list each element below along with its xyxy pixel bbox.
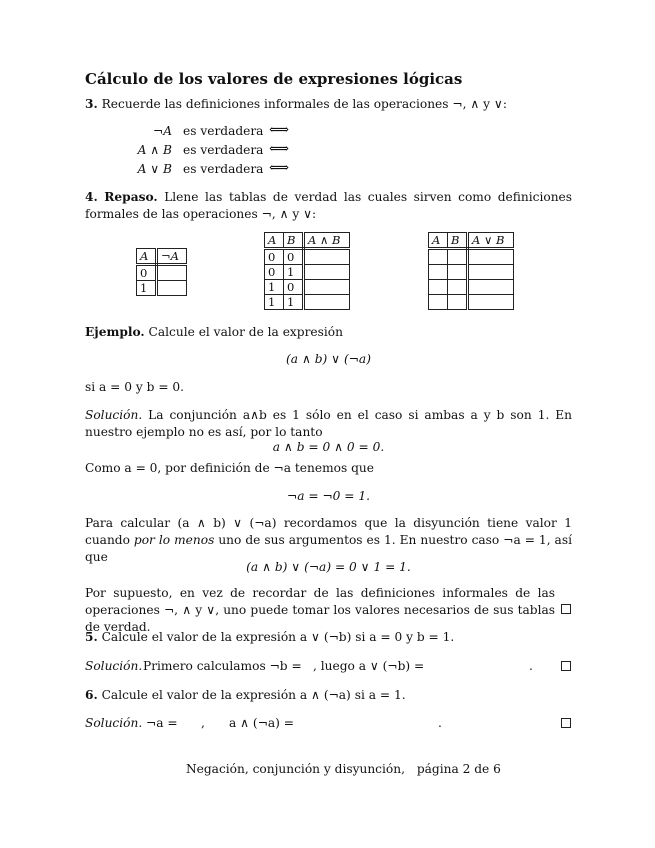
por-supuesto: Por supuesto, en vez de recordar de las definiciones informales de las operaciones ¬, ∧ y ∨, uno puede tomar los valores necesarios de sus tablas de verdad.	[85, 586, 555, 634]
table-row	[265, 280, 350, 295]
solution-label: Solución.	[85, 659, 143, 673]
table-input-cell[interactable]	[304, 265, 350, 280]
table-header-cell: A ∨ B	[468, 233, 514, 249]
exercise-5-number: 5.	[85, 630, 98, 644]
exercise-3	[85, 97, 507, 111]
solution-label: Solución.	[85, 408, 143, 422]
exercise-4	[85, 189, 572, 223]
table-row	[265, 249, 350, 265]
def-text-not: es verdadera	[183, 124, 264, 138]
table-row	[429, 280, 514, 295]
def-arrow-and: ⟺	[269, 141, 290, 157]
table-row	[429, 265, 514, 280]
table-header-row	[265, 233, 350, 249]
exercise-4-number: 4.	[85, 190, 98, 204]
table-header-row	[429, 233, 514, 249]
table-cell: 1	[284, 295, 304, 310]
table-input-cell[interactable]	[448, 295, 468, 310]
table-cell: 1	[137, 281, 157, 296]
table-input-cell[interactable]	[468, 295, 514, 310]
solution-1	[85, 407, 572, 441]
exercise-5	[85, 630, 454, 644]
como-formula: ¬a = ¬0 = 1.	[287, 489, 370, 503]
def-expr-or: A ∨ B	[137, 162, 172, 176]
table-cell: 1	[284, 265, 304, 280]
table-input-cell[interactable]	[304, 280, 350, 295]
table-header-cell: A	[265, 233, 284, 249]
table-cell: 1	[265, 295, 284, 310]
exercise-3-number: 3.	[85, 97, 98, 111]
table-input-cell[interactable]	[429, 249, 448, 265]
table-row	[265, 265, 350, 280]
solution-6-end: .	[438, 716, 442, 730]
def-text-and: es verdadera	[183, 143, 264, 157]
exercise-6-number: 6.	[85, 688, 98, 702]
qed-square-icon	[561, 604, 571, 614]
def-arrow-not: ⟺	[269, 122, 290, 138]
table-row	[429, 249, 514, 265]
truth-table-and	[264, 232, 350, 310]
table-cell: 1	[265, 280, 284, 295]
table-header-cell: A ∧ B	[304, 233, 350, 249]
solution-label: Solución.	[85, 716, 143, 730]
table-row	[137, 281, 187, 296]
example-condition: si a = 0 y b = 0.	[85, 380, 185, 394]
table-header-row	[137, 249, 187, 265]
page-footer	[186, 762, 501, 776]
table-input-cell[interactable]	[429, 265, 448, 280]
example-block	[85, 325, 343, 339]
solution-6-text-b: ,	[201, 716, 205, 730]
exercise-3-text: Recuerde las definiciones informales de las operaciones ¬, ∧ y ∨:	[101, 97, 507, 111]
qed-square-icon	[561, 661, 571, 671]
example-formula: (a ∧ b) ∨ (¬a)	[286, 352, 371, 366]
solution-5-end: .	[529, 659, 533, 673]
table-input-cell[interactable]	[304, 295, 350, 310]
solution-5-text-b: , luego a ∨ (¬b) =	[313, 659, 425, 673]
table-input-cell[interactable]	[157, 265, 187, 281]
table-cell: 0	[137, 265, 157, 281]
truth-table-not	[136, 248, 187, 296]
table-row	[137, 265, 187, 281]
def-expr-not: ¬A	[152, 124, 172, 138]
table-header-cell: B	[284, 233, 304, 249]
qed-square-icon	[561, 718, 571, 728]
section-title: Cálculo de los valores de expresiones lógicas	[85, 70, 463, 88]
table-row	[429, 295, 514, 310]
example-text: Calcule el valor de la expresión	[148, 325, 343, 339]
solution-6-text-a: ¬a =	[146, 716, 178, 730]
table-input-cell[interactable]	[448, 265, 468, 280]
table-header-cell: B	[448, 233, 468, 249]
table-input-cell[interactable]	[304, 249, 350, 265]
table-row	[265, 295, 350, 310]
example-label: Ejemplo.	[85, 325, 145, 339]
table-input-cell[interactable]	[448, 249, 468, 265]
footer-title: Negación, conjunción y disyunción,	[186, 762, 405, 776]
exercise-4-text: Llene las tablas de verdad las cuales sirven como definiciones formales de las operaciones ¬, ∧ y ∨:	[85, 190, 573, 221]
como-text: Como a = 0, por definición de ¬a tenemos que	[85, 461, 374, 475]
table-header-cell: A	[137, 249, 157, 265]
def-text-or: es verdadera	[183, 162, 264, 176]
table-cell: 0	[265, 265, 284, 280]
table-header-cell: A	[429, 233, 448, 249]
table-header-cell: ¬A	[157, 249, 187, 265]
exercise-5-text: Calcule el valor de la expresión a ∨ (¬b) si a = 0 y b = 1.	[101, 630, 455, 644]
table-input-cell[interactable]	[468, 280, 514, 295]
def-expr-and: A ∧ B	[137, 143, 172, 157]
solution-1-text: La conjunción a∧b es 1 sólo en el caso si ambas a y b son 1. En nuestro ejemplo no es así, por lo tanto	[85, 408, 573, 439]
table-input-cell[interactable]	[468, 249, 514, 265]
table-input-cell[interactable]	[429, 280, 448, 295]
table-input-cell[interactable]	[468, 265, 514, 280]
exercise-6	[85, 688, 406, 702]
truth-table-or	[428, 232, 514, 310]
para-text-a: Para calcular (a ∧ b) ∨ (¬a) recordamos que la disyunción tiene valor 1 cuando	[85, 516, 572, 547]
table-cell: 0	[284, 280, 304, 295]
table-input-cell[interactable]	[429, 295, 448, 310]
solution-1-formula: a ∧ b = 0 ∧ 0 = 0.	[272, 440, 385, 454]
para-text-b: uno de sus argumentos es 1. En nuestro caso ¬a = 1, así que	[85, 533, 572, 564]
para-formula: (a ∧ b) ∨ (¬a) = 0 ∨ 1 = 1.	[246, 560, 411, 574]
table-cell: 0	[265, 249, 284, 265]
table-input-cell[interactable]	[448, 280, 468, 295]
solution-6-text-c: a ∧ (¬a) =	[229, 716, 295, 730]
para-calcular	[85, 515, 572, 566]
table-cell: 0	[284, 249, 304, 265]
exercise-4-label: Repaso.	[104, 190, 158, 204]
exercise-6-text: Calcule el valor de la expresión a ∧ (¬a) si a = 1.	[101, 688, 406, 702]
def-arrow-or: ⟺	[269, 160, 290, 176]
table-input-cell[interactable]	[157, 281, 187, 296]
page-number: página 2 de 6	[416, 762, 501, 776]
para-emphasis: por lo menos	[133, 533, 215, 547]
solution-5-text-a: Primero calculamos ¬b =	[143, 659, 302, 673]
